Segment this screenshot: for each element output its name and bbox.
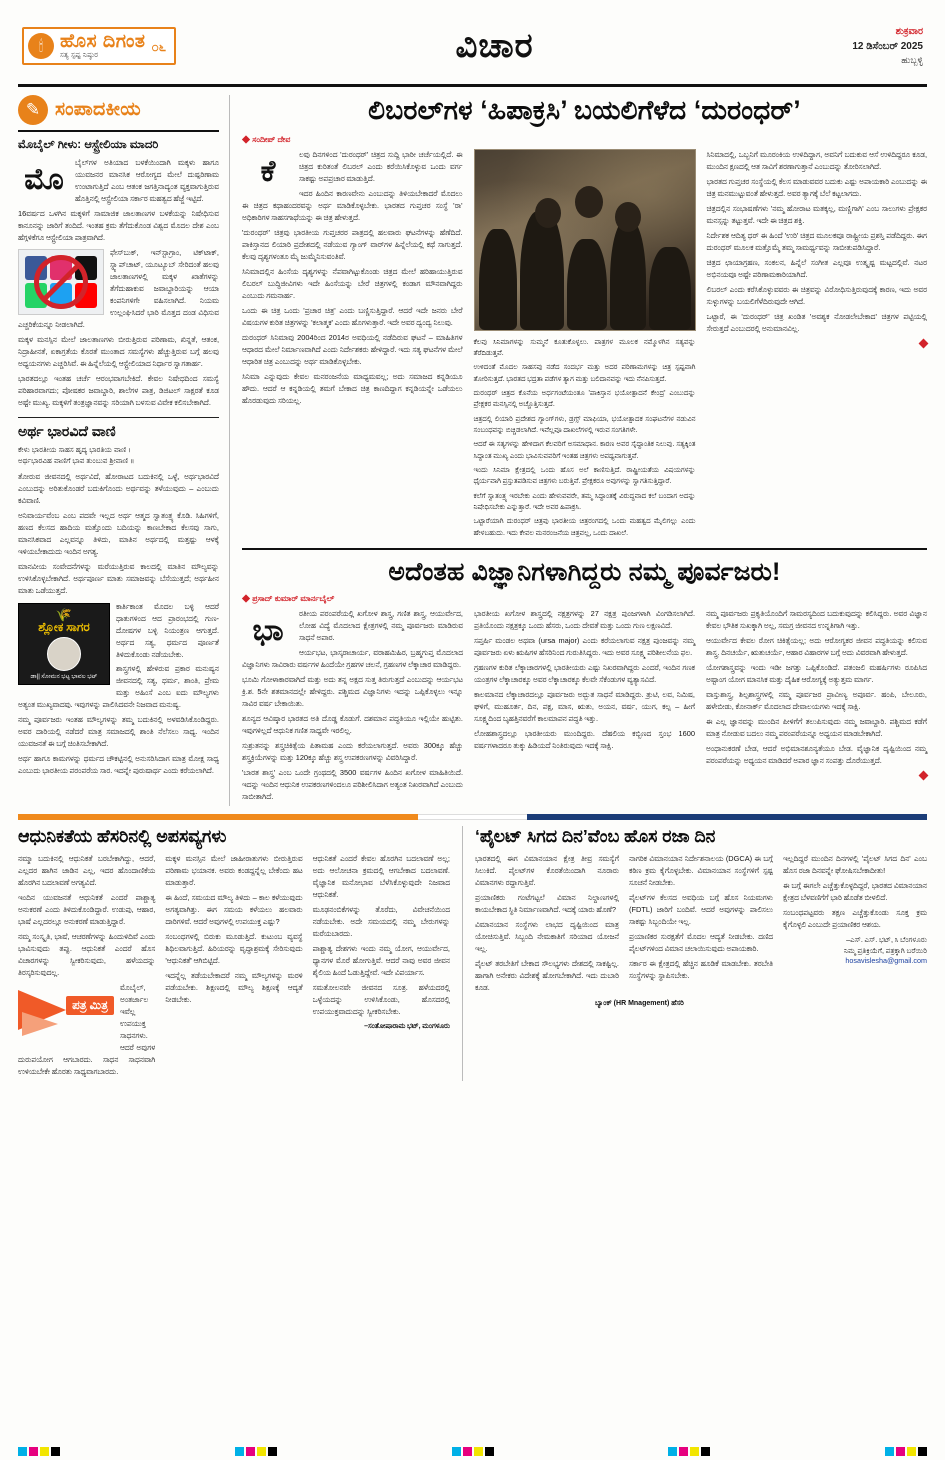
flame-icon: 🕯 — [28, 33, 54, 59]
editorial-para-0: ಬೈಲ್‌ಗಳ ಅತಿಯಾದ ಬಳಕೆಯಿಂದಾಗಿ ಮಕ್ಕಳು ಹಾಗೂ ಯುವಜನರ ಮಾನಸಿಕ ಆರೋಗ್ಯದ ಮೇಲೆ ದುಷ್ಪರಿಣಾಮ ಉಂಟಾಗುತ್ತಿದೆ ಎಂಬ ಆತಂಕ ಜಗತ್ತಿನಾದ್ಯಂತ ವ್ಯಕ್ತವಾಗುತ್ತಿರುವ ಹೊತ್ತಿನಲ್ಲಿ ಆಸ್ಟ್ರೇಲಿಯಾ ಸರ್ಕಾರ ಮಹತ್ವದ ಹೆಜ್ಜೆ ಇಟ್ಟಿದೆ. — [75, 158, 219, 203]
reg-group-left — [18, 1447, 60, 1456]
shloka-para-0: ಕಾರ್ತಿಕಾಂತ ಮೊದಲ ಬಳ್ಳಿ ಆದರೆ ಧಾತುಗಳಿಂದ ಆದ ಪ್ರಾರಂಭದಲ್ಲಿ ಗುಣ-ದೋಷಗಳ ಬಳ್ಳಿ ನಿಯಂತ್ರಣ ಆಗುತ್ತದೆ. ಅರ್ಥದ ಸತ್ಯ, ಧರ್ಮದ ಪೂರ್ಣತೆ ತಿಳಿದುಕೊಂಡು ನಡೆಯಬೇಕು. — [116, 601, 219, 659]
bl-c3-p3: ಸಮತೋಲನವೇ ಜೀವನದ ಸೂತ್ರ. ಹಳೆಯದರಲ್ಲಿ ಒಳ್ಳೆಯದನ್ನು ಉಳಿಸಿಕೊಂಡು, ಹೊಸದರಲ್ಲಿ ಉಪಯುಕ್ತವಾದುದನ್ನು ಸ್ವೀಕರಿಸಬೇಕು. — [312, 982, 450, 1016]
pen-icon: ✎ — [18, 95, 48, 125]
lead-article-title: ಲಿಬರಲ್‌ಗಳ ‘ಹಿಪಾಕ್ರಸಿ’ ಬಯಲಿಗೆಳೆದ ‘ದುರಂಧರ್’ — [368, 95, 801, 125]
social-media-ban-illustration — [18, 249, 104, 315]
br-c2-p0: ನಾಗರಿಕ ವಿಮಾನಯಾನ ನಿರ್ದೇಶನಾಲಯ (DGCA) ಈ ಬಗ್ಗೆ ಕಠಿಣ ಕ್ರಮ ಕೈಗೊಳ್ಳಬೇಕು. ವಿಮಾನಯಾನ ಸಂಸ್ಥೆಗಳಿಗೆ ಸ್ಪಷ್ಟ ಸೂಚನೆ ನೀಡಬೇಕು. — [629, 853, 773, 887]
lead-c2-p5: ಕಲೆಗೆ ಸ್ವಾತಂತ್ರ್ಯ ಇರಬೇಕು ಎಂದು ಹೇಳುವವರೇ, ತಮ್ಮ ಸಿದ್ಧಾಂತಕ್ಕೆ ವಿರುದ್ಧವಾದ ಕಲೆ ಬಂದಾಗ ಅದನ್ನು ನಿಷೇಧಿಸಬೇಕು ಎನ್ನುತ್ತಾರೆ. ಇದೇ ಅವರ ಹಿಪಾಕ್ರಸಿ. — [473, 492, 696, 512]
publication-name: ಹೊಸ ದಿಗಂತ — [60, 31, 146, 53]
lead-article-photo — [474, 149, 696, 331]
letters-signature: –ಸಂತೋಷಾರಾಮ ಭಟ್, ಮಂಗಳೂರು — [364, 1022, 450, 1030]
contact-email[interactable]: hosavislesha@gmail.com — [845, 956, 927, 966]
shloka-para-1: ಶಾಸ್ತ್ರಗಳಲ್ಲಿ ಹೇಳಿರುವ ಪ್ರಕಾರ ಮನುಷ್ಯನ ಜೀವನದಲ್ಲಿ ಸತ್ಯ, ಧರ್ಮ, ಶಾಂತಿ, ಪ್ರೇಮ ಮತ್ತು ಅಹಿಂಸೆ ಎಂಬ ಐದು ಮೌಲ್ಯಗಳು ಅತ್ಯಂತ ಮುಖ್ಯವಾದವು. ಇವುಗಳನ್ನು ಪಾಲಿಸಿದವನೇ ನಿಜವಾದ ಮನುಷ್ಯ. — [18, 664, 219, 710]
lead-c1-p2: 'ದುರಂಧರ್' ಚಿತ್ರವು ಭಾರತೀಯ ಗುಪ್ತಚರರ ಪಾತ್ರದಲ್ಲಿ ಹಲವಾರು ಘಟನೆಗಳನ್ನು ಹೆಣೆದಿದೆ. ಪಾಕಿಸ್ತಾನದ ಲಿಯಾರಿ ಪ್ರದೇಶದಲ್ಲಿ ನಡೆಯುವ ಗ್ಯಾಂಗ್ ವಾರ್‌ಗಳ ಹಿನ್ನೆಲೆಯಲ್ಲಿ ಕಥೆ ಸಾಗುತ್ತದೆ. ಕೆಲವು ದೃಶ್ಯಗಳಂತೂ ಮೈ ಜುಮ್ಮೆನಿಸುವಂತಿವೆ. — [242, 227, 463, 261]
shloka-sagara-badge — [18, 603, 110, 686]
lead-c3-p0: ಸಿನಿಮಾದಲ್ಲಿ, ಒಬ್ಬನಿಗೆ ಮೂರಂಕಿಯ ಉಳಿದಿದ್ದಾಗ, ಅವನಿಗೆ ಬದುಕುವ ಆಸೆ ಉಳಿದಿದ್ದರೂ ಕೂಡ, ಮುಂದಿನ ಕ್ಷಣದಲ್ಲಿ ಆತ ಸಾವಿಗೆ ಶರಣಾಗುತ್ತಾನೆ ಎಂಬುದನ್ನು ತೋರಿಸಲಾಗಿದೆ. — [706, 149, 927, 171]
lead-col-3 — [707, 149, 928, 542]
mid-c3-p1: ಆಯುರ್ವೇದ ಕೇವಲ ರೋಗ ಚಿಕಿತ್ಸೆಯಲ್ಲ; ಅದು ಆರೋಗ್ಯಕರ ಜೀವನ ಪದ್ಧತಿಯನ್ನು ಕಲಿಸುವ ಶಾಸ್ತ್ರ. ದಿನಚರ್ಯೆ, ಋತುಚರ್ಯೆ, ಆಹಾರ ವಿಹಾರಗಳ ಬಗ್ಗೆ ಅದು ವಿವರವಾಗಿ ಹೇಳುತ್ತದೆ. — [706, 636, 927, 657]
bottom-section — [0, 820, 945, 1081]
reg-group-mid-right — [668, 1447, 710, 1456]
mid-c2-p1: ಸಪ್ತರ್ಷಿ ಮಂಡಲ ಅಥವಾ (ursa major) ಎಂದು ಕರೆಯಲಾಗುವ ನಕ್ಷತ್ರ ಪುಂಜವನ್ನು ನಮ್ಮ ಪೂರ್ವಜರು ಏಳು ಋಷಿಗಳ ಹೆಸರಿನಿಂದ ಗುರುತಿಸಿದ್ದರು. ಇದು ಅವರ ಸೂಕ್ಷ್ಮ ಪರಿಶೀಲನೆಯ ಫಲ. — [474, 636, 695, 657]
prohibition-icon — [34, 255, 88, 309]
mid-col-1 — [242, 608, 463, 806]
lead-c3-p6: ಒಟ್ಟಾರೆ, ಈ 'ದುರಂಧರ್' ಚಿತ್ರ ಖಂಡಿತ 'ಅವಶ್ಯಕ ನೋಡಲೇಬೇಕಾದ' ಚಿತ್ರಗಳ ಪಟ್ಟಿಯಲ್ಲಿ ಸೇರುತ್ತದೆ ಎಂಬುದರಲ್ಲಿ ಅನುಮಾನವಿಲ್ಲ. — [706, 311, 927, 333]
lead-col-2 — [474, 149, 696, 542]
editorial-label: ಸಂಪಾದಕೀಯ — [55, 99, 141, 120]
mid-c1-p2: ಭೂಮಿ ಗೋಳಾಕಾರವಾಗಿದೆ ಮತ್ತು ಅದು ತನ್ನ ಅಕ್ಷದ ಸುತ್ತ ತಿರುಗುತ್ತದೆ ಎಂಬುದನ್ನು ಆರ್ಯಭಟ ಕ್ರಿ.ಶ. 5ನೇ ಶತಮಾನದಲ್ಲೇ ಹೇಳಿದ್ದರು. ಪಶ್ಚಿಮದ ವಿಜ್ಞಾನಿಗಳು ಇದನ್ನು ಒಪ್ಪಿಕೊಳ್ಳಲು ಇನ್ನೂ ಸಾವಿರ ವರ್ಷ ಬೇಕಾಯಿತು. — [242, 674, 463, 708]
color-band-divider — [18, 814, 927, 820]
author-avatar — [47, 637, 81, 671]
edition-city: ಹುಬ್ಬಳ್ಳಿ — [901, 54, 923, 65]
bl-c3-p2: ಪಾಶ್ಚಾತ್ಯ ದೇಶಗಳು ಇಂದು ನಮ್ಮ ಯೋಗ, ಆಯುರ್ವೇದ, ಧ್ಯಾನಗಳ ಮೊರೆ ಹೋಗುತ್ತಿವೆ. ಆದರೆ ನಾವು ಅವರ ಜೀವನ ಶೈಲಿಯ ಹಿಂದೆ ಓಡುತ್ತಿದ್ದೇವೆ. ಇದೇ ವಿಪರ್ಯಾಸ. — [312, 943, 450, 977]
pilot-col-1 — [475, 853, 619, 997]
editorial-body — [18, 157, 219, 409]
pilot-article — [475, 826, 927, 1081]
publication-logo[interactable] — [22, 27, 176, 64]
lead-c2-p2: ಚಿತ್ರದಲ್ಲಿ ಲಿಯಾರಿ ಪ್ರದೇಶದ ಗ್ಯಾಂಗ್‌ಗಳು, ಡ್ರಗ್ಸ್ ಮಾಫಿಯಾ, ಭಯೋತ್ಪಾದಕ ಸಂಘಟನೆಗಳ ನಡುವಿನ ಸಂಬಂಧವನ್ನು ಬಿಚ್ಚಿಡಲಾಗಿದೆ. ಇವೆಲ್ಲವೂ ದಾಖಲೆಗಳಲ್ಲಿ ಇರುವ ಸಂಗತಿಗಳೇ. — [473, 415, 696, 435]
lead-c2-p0: ಉಳಿದಂತೆ ಮೊದಲ ಸಾಹಸವು ನಡೆದ ಸಂದರ್ಭ ಮತ್ತು ಅದರ ಪರಿಣಾಮಗಳನ್ನು ಚಿತ್ರ ಸ್ಪಷ್ಟವಾಗಿ ತೋರಿಸುತ್ತದೆ. ಭಾರತದ ಭದ್ರತಾ ಪಡೆಗಳ ತ್ಯಾಗ ಮತ್ತು ಬಲಿದಾನವನ್ನು ಇದು ನೆನಪಿಸುತ್ತದೆ. — [473, 364, 696, 383]
pilot-col-2 — [629, 853, 773, 997]
bl-c2-p3: ಇದನ್ನೆಲ್ಲ ತಡೆಯಬೇಕಾದರೆ ನಮ್ಮ ಮೌಲ್ಯಗಳನ್ನು ಮರಳಿ ಪಡೆಯಬೇಕು. ಶಿಕ್ಷಣದಲ್ಲಿ ಮೌಲ್ಯ ಶಿಕ್ಷಣಕ್ಕೆ ಆದ್ಯತೆ ನೀಡಬೇಕು. — [165, 970, 303, 1004]
reg-group-right — [885, 1447, 927, 1456]
lead-col-1 — [242, 149, 463, 542]
lead-c2-p6: ಒಟ್ಟಾರೆಯಾಗಿ ದುರಂಧರ್ ಚಿತ್ರವು ಭಾರತೀಯ ಚಿತ್ರರಂಗದಲ್ಲಿ ಒಂದು ಮಹತ್ವದ ಮೈಲಿಗಲ್ಲು ಎಂದು ಹೇಳಬಹುದು. ಇದು ಕೇವಲ ಮನರಂಜನೆಯ ಚಿತ್ರವಲ್ಲ, ಒಂದು ದಾಖಲೆ. — [473, 518, 696, 537]
masthead — [0, 0, 945, 84]
contact-label: ನಿಮ್ಮ ಪ್ರತಿಕ್ರಿಯೆಗೆ, ಪತ್ರಕ್ಕಾಗಿ ಬರೆಯಿರಿ — [843, 945, 927, 955]
br-c3-p1: ಈ ಬಗ್ಗೆ ಈಗಲೇ ಎಚ್ಚೆತ್ತುಕೊಳ್ಳದಿದ್ದರೆ, ಭಾರತದ ವಿಮಾನಯಾನ ಕ್ಷೇತ್ರದ ಬೆಳವಣಿಗೆಗೆ ಭಾರಿ ಹೊಡೆತ ಬೀಳಲಿದೆ. — [783, 880, 927, 902]
mid-c2-p2: ಗ್ರಹಣಗಳ ಕುರಿತ ಲೆಕ್ಕಾಚಾರಗಳಲ್ಲಿ ಭಾರತೀಯರು ಎಷ್ಟು ನಿಖರವಾಗಿದ್ದರು ಎಂದರೆ, ಇಂದಿನ ಗಣಕ ಯಂತ್ರಗಳ ಲೆಕ್ಕಾಚಾರಕ್ಕೂ ಅವರ ಲೆಕ್ಕಾಚಾರಕ್ಕೂ ಕೆಲವೇ ಸೆಕೆಂಡುಗಳ ವ್ಯತ್ಯಾಸವಿದೆ. — [474, 662, 695, 684]
editorial-column — [18, 95, 230, 806]
mid-c3-p0: ನಮ್ಮ ಪೂರ್ವಜರು ಪ್ರಕೃತಿಯೊಂದಿಗೆ ಸಾಮರಸ್ಯದಿಂದ ಬದುಕುವುದನ್ನು ಕಲಿಸಿದ್ದರು. ಅವರ ವಿಜ್ಞಾನ ಕೇವಲ ಭೌತಿಕ ಸುಖಕ್ಕಾಗಿ ಅಲ್ಲ, ಸಮಗ್ರ ಜೀವನದ ಉನ್ನತಿಗಾಗಿ ಇತ್ತು. — [706, 609, 927, 631]
br-c1-p2: ವಿಮಾನಯಾನ ಸಂಸ್ಥೆಗಳು ಲಾಭದ ದೃಷ್ಟಿಯಿಂದ ಮಾತ್ರ ಯೋಚಿಸುತ್ತಿವೆ. ಸಿಬ್ಬಂದಿ ನೇಮಕಾತಿಗೆ ಸರಿಯಾದ ಯೋಜನೆ ಇಲ್ಲ. — [475, 919, 619, 953]
vani-para-2: ಮಾನವೀಯ ಸಂವೇದನೆಗಳನ್ನು ಮರೆಯುತ್ತಿರುವ ಕಾಲದಲ್ಲಿ ಮಾತಿನ ಮೌಲ್ಯವನ್ನು ಉಳಿಸಿಕೊಳ್ಳಬೇಕಾಗಿದೆ. ಅರ್ಥಪೂರ್ಣ ಮಾತು ಸಮಾಜವನ್ನು ಬೆಸೆಯುತ್ತದೆ; ಅರ್ಥಹೀನ ಮಾತು ಒಡೆಯುತ್ತದೆ. — [18, 561, 219, 595]
shloka-para-2: ನಮ್ಮ ಪೂರ್ವಜರು ಇಂತಹ ಮೌಲ್ಯಗಳನ್ನು ತಮ್ಮ ಬದುಕಿನಲ್ಲಿ ಅಳವಡಿಸಿಕೊಂಡಿದ್ದರು. ಅವರ ದಾರಿಯಲ್ಲಿ ನಡೆದರೆ ಮಾತ್ರ ಸಮಾಜದಲ್ಲಿ ಶಾಂತಿ ನೆಲೆಸಲು ಸಾಧ್ಯ. ಇಂದಿನ ಯುವಜನತೆ ಈ ಬಗ್ಗೆ ಚಿಂತಿಸಬೇಕಾಗಿದೆ. — [18, 715, 219, 749]
editorial-header — [18, 95, 219, 132]
lead-bottom-divider — [242, 548, 927, 550]
features-column — [230, 95, 927, 806]
lead-article-columns — [242, 149, 927, 542]
mid-c1-p0: ರತೀಯ ಪರಂಪರೆಯಲ್ಲಿ ಖಗೋಳ ಶಾಸ್ತ್ರ, ಗಣಿತ ಶಾಸ್ತ್ರ, ಆಯುರ್ವೇದ, ಲೋಹ ವಿದ್ಯೆ ಮೊದಲಾದ ಕ್ಷೇತ್ರಗಳಲ್ಲಿ ನಮ್ಮ ಪೂರ್ವಜರು ಮಾಡಿರುವ ಸಾಧನೆ ಅಪಾರ. — [299, 609, 463, 643]
letters-article — [18, 826, 463, 1081]
lead-byline-name: ಸಂದೀಪ್ ದೇವ — [252, 134, 291, 144]
mid-byline-name: ಪ್ರಸಾದ್ ಕುಮಾರ್ ಮಾರ್ನಬೈಲ್ — [252, 594, 335, 604]
lead-c3-p2: ಚಿತ್ರದಲ್ಲಿನ ಸಂಭಾಷಣೆಗಳು 'ನಮ್ಮ ಹೋರಾಟ ಮತಕ್ಕಲ್ಲ, ಮಣ್ಣಿಗಾಗಿ' ಎಂಬ ಸಾಲುಗಳು ಪ್ರೇಕ್ಷಕರ ಮನಸ್ಸನ್ನು ತಟ್ಟುತ್ತವೆ. ಇದೇ ಈ ಚಿತ್ರದ ಶಕ್ತಿ. — [706, 203, 927, 225]
br-c2-p3: ಸರ್ಕಾರ ಈ ಕ್ಷೇತ್ರದಲ್ಲಿ ಹೆಚ್ಚಿನ ಹೂಡಿಕೆ ಮಾಡಬೇಕು. ತರಬೇತಿ ಸಂಸ್ಥೆಗಳನ್ನು ಸ್ಥಾಪಿಸಬೇಕು. — [629, 958, 773, 980]
br-c1-p1: ಪ್ರಯಾಣಿಕರು ಗಂಟೆಗಟ್ಟಲೆ ವಿಮಾನ ನಿಲ್ದಾಣಗಳಲ್ಲಿ ಕಾಯಬೇಕಾದ ಸ್ಥಿತಿ ನಿರ್ಮಾಣವಾಗಿದೆ. ಇದಕ್ಕೆ ಯಾರು ಹೊಣೆ? — [475, 892, 619, 914]
lead-c1-p5: ದುರಂಧರ್ ಸಿನಿಮಾವು 2004ರಿಂದ 2014ರ ಅವಧಿಯಲ್ಲಿ ನಡೆದಿರುವ ಘಟನೆ – ಮಾಹಿತಿಗಳ ಆಧಾರದ ಮೇಲೆ ನಿರ್ಮಾಣವಾಗಿದೆ ಎಂದು ನಿರ್ದೇಶಕರು ಹೇಳಿದ್ದಾರೆ. ಇದು ಸತ್ಯ ಘಟನೆಗಳ ಮೇಲೆ ಆಧಾರಿತ ಚಿತ್ರ ಎಂಬುದನ್ನು ಅರ್ಥ ಮಾಡಿಕೊಳ್ಳಬೇಕು. — [242, 332, 463, 366]
main-content-grid — [0, 95, 945, 806]
vani-poem — [18, 444, 219, 467]
bl-c1-p0: ನಮ್ಮಾ ಬದುಕಿನಲ್ಲಿ ಆಧುನಿಕತೆ ಬರಬೇಕಾಗಿದ್ದು, ಆದರೆ, ಎಲ್ಲದರ ಹಾಗಿನ ಜಾಡಿನ ಎಲ್ಲ, ಇದರ ಹೊಂದಾಣಿಕೆಯ ಹೊರಗಿನ ಬದಲಾವಣೆ ಅಗತ್ಯವಿದೆ. — [18, 853, 156, 887]
mid-article-columns — [242, 608, 927, 806]
lead-photo-caption: ಕೆಲವು ಸಿನಿಮಾಗಳನ್ನು ಸುಮ್ಮನೆ ಕೂತುಕೊಳ್ಳಲು. ಪಾತ್ರಗಳ ಮೂಲಕ ನಮ್ಮೊಳಗಿನ ಸತ್ಯವನ್ನು ತೆರೆದಿಡುತ್ತವೆ. — [473, 338, 696, 358]
letters-title: ಆಧುನಿಕತೆಯ ಹೆಸರಿನಲ್ಲಿ ಅಪಸವ್ಯಗಳು — [18, 825, 227, 846]
editorial-divider — [18, 417, 219, 418]
lead-c3-p5: ಲಿಬರಲ್ ಎಂದು ಕರೆಸಿಕೊಳ್ಳುವವರು ಈ ಚಿತ್ರವನ್ನು ವಿರೋಧಿಸುತ್ತಿರುವುದಕ್ಕೆ ಕಾರಣ, ಇದು ಅವರ ಸುಳ್ಳುಗಳನ್ನು ಬಯಲಿಗೆಳೆದಿರುವುದೇ ಆಗಿದೆ. — [706, 284, 927, 306]
editorial-para-1: 16ವರ್ಷದ ಒಳಗಿನ ಮಕ್ಕಳಿಗೆ ಸಾಮಾಜಿಕ ಜಾಲತಾಣಗಳ ಬಳಕೆಯನ್ನು ನಿಷೇಧಿಸುವ ಕಾನೂನನ್ನು ಜಾರಿಗೆ ತಂದಿದೆ. ಇಂತಹ ಕ್ರಮ ತೆಗೆದುಕೊಂಡ ವಿಶ್ವದ ಮೊದಲ ದೇಶ ಎಂಬ ಹೆಗ್ಗಳಿಕೆಗೂ ಆಸ್ಟ್ರೇಲಿಯಾ ಪಾತ್ರವಾಗಿದೆ. — [18, 208, 219, 242]
lead-c3-p3: ನಿರ್ದೇಶಕ ಆದಿತ್ಯ ಧರ್ ಈ ಹಿಂದೆ 'ಉರಿ' ಚಿತ್ರದ ಮೂಲಕವೂ ರಾಷ್ಟ್ರೀಯ ಪ್ರಶಸ್ತಿ ಪಡೆದಿದ್ದರು. ಈಗ ದುರಂಧರ್ ಮೂಲಕ ಮತ್ತೊಮ್ಮೆ ತಮ್ಮ ಸಾಮರ್ಥ್ಯವನ್ನು ಸಾಬೀತುಪಡಿಸಿದ್ದಾರೆ. — [706, 230, 927, 252]
bl-c1-p2: ನಮ್ಮ ಸಂಸ್ಕೃತಿ, ಭಾಷೆ, ಆಚರಣೆಗಳನ್ನು ಹಿಂದುಳಿದಿವೆ ಎಂದು ಭಾವಿಸುವುದು ತಪ್ಪು. ಆಧುನಿಕತೆ ಎಂದರೆ ಹೊಸ ವಿಚಾರಗಳನ್ನು ಸ್ವೀಕರಿಸುವುದು, ಹಳೆಯದನ್ನು ತಿರಸ್ಕರಿಸುವುದಲ್ಲ. — [18, 931, 156, 977]
letters-col-2 — [165, 853, 302, 1081]
vani-poem-line-1: ಅರ್ಥಭಾರವಿಹ ವಾಣಿಗೆ ಭಾವ ತುಂಬುವ ಶ್ರೀವಾಣಿ ॥ — [18, 456, 135, 466]
print-registration-marks — [18, 1447, 927, 1456]
pilot-col-3 — [783, 853, 927, 997]
lead-byline — [242, 135, 927, 145]
mid-c2-p3: ಕಾಲಮಾನದ ಲೆಕ್ಕಾಚಾರದಲ್ಲೂ ಪೂರ್ವಜರು ಅದ್ಭುತ ಸಾಧನೆ ಮಾಡಿದ್ದರು. ತ್ರುಟಿ, ಲವ, ನಿಮಿಷ, ಘಳಿಗೆ, ಮುಹೂರ್ತ, ದಿನ, ಪಕ್ಷ, ಮಾಸ, ಋತು, ಅಯನ, ವರ್ಷ, ಯುಗ, ಕಲ್ಪ – ಹೀಗೆ ಸೂಕ್ಷ್ಮದಿಂದ ಬೃಹತ್ತಿನವರೆಗೆ ಕಾಲಮಾಪನ ಪದ್ಧತಿ ಇತ್ತು. — [474, 689, 695, 723]
lead-c3-p1: ಭಾರತದ ಗುಪ್ತಚರ ಸಂಸ್ಥೆಯಲ್ಲಿ ಕೆಲಸ ಮಾಡುವವರ ಬದುಕು ಎಷ್ಟು ಅಪಾಯಕಾರಿ ಎಂಬುದನ್ನು ಈ ಚಿತ್ರ ಮನಮುಟ್ಟುವಂತೆ ಹೇಳುತ್ತದೆ. ಅವರ ತ್ಯಾಗಕ್ಕೆ ಬೆಲೆ ಕಟ್ಟಲಾಗದು. — [706, 176, 927, 198]
lead-end-mark — [707, 338, 928, 350]
patra-mitra-badge — [18, 984, 114, 1050]
shloka-para-3: ಅರ್ಥ ಹಾಗೂ ಕಾಮಗಳನ್ನು ಧರ್ಮದ ಚೌಕಟ್ಟಿನಲ್ಲಿ ಅನುಸರಿಸಿದಾಗ ಮಾತ್ರ ಮೋಕ್ಷ ಸಾಧ್ಯ ಎಂಬುದು ಭಾರತೀಯ ಪರಂಪರೆಯ ಸಾರ. ಇದನ್ನೇ ಪುರುಷಾರ್ಥ ಎಂದು ಕರೆಯಲಾಗಿದೆ. — [18, 754, 219, 776]
lead-c1-p6: ಸಿನಿಮಾ ಎನ್ನುವುದು ಕೇವಲ ಮನರಂಜನೆಯ ಮಾಧ್ಯಮವಲ್ಲ; ಅದು ಸಮಾಜದ ಕನ್ನಡಿಯೂ ಹೌದು. ಆದರೆ ಆ ಕನ್ನಡಿಯಲ್ಲಿ ತಮಗೆ ಬೇಕಾದ ಚಿತ್ರ ಕಾಣದಿದ್ದಾಗ ಕನ್ನಡಿಯನ್ನೇ ಒಡೆಯಲು ಹೊರಡುವುದು ಸರಿಯಲ್ಲ. — [242, 371, 463, 405]
mid-c1-p3: ಶೂನ್ಯದ ಆವಿಷ್ಕಾರ ಭಾರತದ ಅತಿ ದೊಡ್ಡ ಕೊಡುಗೆ. ದಶಮಾನ ಪದ್ಧತಿಯೂ ಇಲ್ಲಿಯೇ ಹುಟ್ಟಿತು. ಇವುಗಳಿಲ್ಲದೆ ಆಧುನಿಕ ಗಣಿತ ಸಾಧ್ಯವೇ ಇರಲಿಲ್ಲ. — [242, 713, 463, 735]
mid-col-2 — [474, 608, 695, 806]
shloka-badge-title: ಶ್ಲೋಕ ಸಾಗರ — [38, 619, 90, 634]
mid-c1-p4: ಸುಶ್ರುತನನ್ನು ಶಸ್ತ್ರಚಿಕಿತ್ಸೆಯ ಪಿತಾಮಹ ಎಂದು ಕರೆಯಲಾಗುತ್ತದೆ. ಅವರು 300ಕ್ಕೂ ಹೆಚ್ಚು ಶಸ್ತ್ರಕ್ರಿಯೆಗಳನ್ನು ಮತ್ತು 120ಕ್ಕೂ ಹೆಚ್ಚು ಶಸ್ತ್ರ ಉಪಕರಣಗಳನ್ನು ವಿವರಿಸಿದ್ದಾರೆ. — [242, 740, 463, 762]
br-c1-p3: ಪೈಲಟ್ ತರಬೇತಿಗೆ ಬೇಕಾದ ಸೌಲಭ್ಯಗಳು ದೇಶದಲ್ಲಿ ಸಾಕಷ್ಟಿಲ್ಲ. ಹಾಗಾಗಿ ಅನೇಕರು ವಿದೇಶಕ್ಕೆ ಹೋಗಬೇಕಾಗಿದೆ. ಇದು ದುಬಾರಿ ಕೂಡ. — [475, 958, 619, 992]
letters-col-3 — [313, 853, 450, 1081]
mid-article-title: ಅದೆಂತಹ ವಿಜ್ಞಾನಿಗಳಾಗಿದ್ದರು ನಮ್ಮ ಪೂರ್ವಜರು! — [388, 558, 781, 587]
vani-body — [18, 471, 219, 597]
vani-column-title: ಅರ್ಥ ಭಾರವಿದೆ ವಾಣಿ — [18, 422, 116, 439]
lead-dropcap: ಕೆ — [260, 154, 276, 188]
diamond-icon-2: ◆ — [242, 594, 250, 604]
pilot-signature: –ಎಸ್. ಎಸ್. ಭಟ್, ಸಿ ಬೆಂಗಳೂರು — [846, 934, 927, 944]
editorial-subhead: ಮೊಬೈಲ್ ಗೀಳು: ಆಸ್ಟ್ರೇಲಿಯಾ ಮಾದರಿ — [18, 139, 159, 151]
br-c3-p0: ಇಲ್ಲದಿದ್ದರೆ ಮುಂದಿನ ದಿನಗಳಲ್ಲಿ 'ಪೈಲಟ್ ಸಿಗದ ದಿನ' ಎಂಬ ಹೊಸ ರಜಾ ದಿನವನ್ನೇ ಘೋಷಿಸಬೇಕಾದೀತು! — [783, 853, 927, 875]
editorial-para-2: ಫೇಸ್‌ಬುಕ್, ಇನ್‌ಸ್ಟಾಗ್ರಾಂ, ಟಿಕ್‌ಟಾಕ್, ಸ್ನ್ಯಾಪ್‌ಚಾಟ್, ಯೂಟ್ಯೂಬ್ ಸೇರಿದಂತೆ ಹಲವು ಜಾಲತಾಣಗಳಲ್ಲಿ ಮಕ್ಕಳ ಖಾತೆಗಳನ್ನು ತೆಗೆದುಹಾಕುವ ಜವಾಬ್ದಾರಿಯನ್ನು ಆಯಾ ಕಂಪನಿಗಳಿಗೇ ವಹಿಸಲಾಗಿದೆ. ನಿಯಮ ಉಲ್ಲಂಘಿಸಿದರೆ ಭಾರಿ ಮೊತ್ತದ ದಂಡ ವಿಧಿಸುವ ಎಚ್ಚರಿಕೆಯನ್ನೂ ನೀಡಲಾಗಿದೆ. — [18, 247, 219, 329]
bl-c1-p3: ಮೊಬೈಲ್, ಅಂತರ್ಜಾಲ ಇವೆಲ್ಲ ಉಪಯುಕ್ತ ಸಾಧನಗಳು. ಆದರೆ ಅವುಗಳ ದುರುಪಯೋಗ ಆಗಬಾರದು. ಸಾಧನ ಸಾಧನವಾಗಿ ಉಳಿಯಬೇಕೇ ಹೊರತು ಸಾಧ್ಯವಾಗಬಾರದು. — [18, 982, 156, 1076]
editorial-para-3: ಮಕ್ಕಳ ಮನಸ್ಸಿನ ಮೇಲೆ ಜಾಲತಾಣಗಳು ಬೀರುತ್ತಿರುವ ಪರಿಣಾಮ, ಖಿನ್ನತೆ, ಆತಂಕ, ನಿದ್ರಾಹೀನತೆ, ಏಕಾಗ್ರತೆಯ ಕೊರತೆ ಮುಂತಾದ ಸಮಸ್ಯೆಗಳು ಹೆಚ್ಚುತ್ತಿರುವ ಬಗ್ಗೆ ಹಲವು ಅಧ್ಯಯನಗಳು ಎಚ್ಚರಿಸಿವೆ. ಈ ಹಿನ್ನೆಲೆಯಲ್ಲಿ ಆಸ್ಟ್ರೇಲಿಯಾದ ನಿರ್ಧಾರ ಸ್ವಾಗತಾರ್ಹ. — [18, 334, 219, 368]
page-credit: ಬ್ಯಾಂಕ್ (HR Mnagement) ಹೆಸರಿ — [595, 999, 684, 1007]
mid-c3-p4: ಈ ಎಲ್ಲ ಜ್ಞಾನವನ್ನು ಮುಂದಿನ ಪೀಳಿಗೆಗೆ ತಲುಪಿಸುವುದು ನಮ್ಮ ಜವಾಬ್ದಾರಿ. ಪಶ್ಚಿಮದ ಕಡೆಗೆ ಮಾತ್ರ ನೋಡುವ ಬದಲು ನಮ್ಮ ಪರಂಪರೆಯನ್ನೂ ಅಧ್ಯಯನ ಮಾಡಬೇಕಾಗಿದೆ. — [706, 716, 927, 738]
vani-para-1: ಅನಿವಾರ್ಯವೆಂಬ ಎಂಬ ಪದವೇ ಇಲ್ಲದ ಅರ್ಥ ಆತ್ಮದ ಸ್ವಾತಂತ್ರ್ಯ ಕೊಡಿ. ಸಿಹಿಗಳಿಗೆ, ಹಣದ ಕೆಲಸದ ಹಾದಿಯ ಮತ್ತೊಂದು ಬದಿಯನ್ನು ಕಾಣಬೇಕಾದ ಕೆಲಸವು ಸಾಗು, ಮಾನಸಿಕವಾದ ಎಲ್ಲವನ್ನೂ ತಿಳಿದು, ಮಾತಿನ ಅರ್ಥದಲ್ಲಿ ಮತ್ತಷ್ಟು ಆಳಕ್ಕೆ ಇಳಿಯಬೇಕಾದುದು ಇಂದಿನ ಅಗತ್ಯ. — [18, 510, 219, 556]
weekday: ಶುಕ್ರವಾರ — [895, 25, 923, 37]
section-title: ವಿಚಾರ — [455, 26, 534, 65]
mid-dropcap: ಭಾ — [252, 614, 284, 648]
mid-c3-p2: ಯೋಗಶಾಸ್ತ್ರವನ್ನು ಇಂದು ಇಡೀ ಜಗತ್ತು ಒಪ್ಪಿಕೊಂಡಿದೆ. ಪತಂಜಲಿ ಮಹರ್ಷಿಗಳು ರೂಪಿಸಿದ ಅಷ್ಟಾಂಗ ಯೋಗ ಮಾನಸಿಕ ಮತ್ತು ದೈಹಿಕ ಆರೋಗ್ಯಕ್ಕೆ ಅತ್ಯುತ್ತಮ ಮಾರ್ಗ. — [706, 662, 927, 684]
mid-end-mark — [706, 770, 927, 782]
lead-c1-p4: ಒಂದು ಈ ಚಿತ್ರ ಒಂದು 'ಪ್ರಚಾರ ಚಿತ್ರ' ಎಂದು ಬಣ್ಣಿಸುತ್ತಿದ್ದಾರೆ. ಆದರೆ ಇದೇ ಜನರು ಬೇರೆ ವಿಷಯಗಳ ಕುರಿತ ಚಿತ್ರಗಳನ್ನು 'ಕಲಾತ್ಮಕ' ಎಂದು ಹೊಗಳುತ್ತಾರೆ. ಇದೇ ಅವರ ದ್ವಂದ್ವ ನಿಲುವು. — [242, 305, 463, 327]
mid-byline — [242, 594, 927, 604]
editorial-dropcap: ಮೊ — [24, 163, 64, 196]
editorial-para-4: ಭಾರತದಲ್ಲೂ ಇಂತಹ ಚರ್ಚೆ ಆರಂಭವಾಗಬೇಕಿದೆ. ಕೇವಲ ನಿಷೇಧದಿಂದ ಸಮಸ್ಯೆ ಪರಿಹಾರವಾಗದು; ಪೋಷಕರ ಜವಾಬ್ದಾರಿ, ಶಾಲೆಗಳ ಪಾತ್ರ, ಡಿಜಿಟಲ್ ಸಾಕ್ಷರತೆ ಕೂಡ ಅಷ್ಟೇ ಮುಖ್ಯ. ಮಕ್ಕಳಿಗೆ ತಂತ್ರಜ್ಞಾನವನ್ನು ಸರಿಯಾಗಿ ಬಳಸುವ ವಿವೇಕ ಕಲಿಸಬೇಕಾಗಿದೆ. — [18, 373, 219, 407]
lead-c3-p4: ಚಿತ್ರದ ಛಾಯಾಗ್ರಹಣ, ಸಂಕಲನ, ಹಿನ್ನೆಲೆ ಸಂಗೀತ ಎಲ್ಲವೂ ಉತ್ಕೃಷ್ಟ ಮಟ್ಟದಲ್ಲಿವೆ. ನಟರ ಅಭಿನಯವೂ ಅಷ್ಟೇ ಪರಿಣಾಮಕಾರಿಯಾಗಿದೆ. — [706, 257, 927, 279]
br-c2-p2: ಪ್ರಯಾಣಿಕರ ಸುರಕ್ಷತೆಗೆ ಮೊದಲ ಆದ್ಯತೆ ನೀಡಬೇಕು. ದಣಿದ ಪೈಲಟ್‌ಗಳಿಂದ ವಿಮಾನ ಚಲಾಯಿಸುವುದು ಅಪಾಯಕಾರಿ. — [629, 931, 773, 953]
bl-c2-p2: ಸಂಬಂಧಗಳಲ್ಲಿ ಬಿರುಕು ಮೂಡುತ್ತಿದೆ. ಕುಟುಂಬ ವ್ಯವಸ್ಥೆ ಶಿಥಿಲವಾಗುತ್ತಿದೆ. ಹಿರಿಯರನ್ನು ವೃದ್ಧಾಶ್ರಮಕ್ಕೆ ಸೇರಿಸುವುದು 'ಆಧುನಿಕತೆ' ಆಗಿಬಿಟ್ಟಿದೆ. — [165, 931, 303, 965]
reg-group-mid — [452, 1447, 494, 1456]
shloka-author: ಡಾ|| ಸೋಮನ ಭಟ್ಟ ಭಾವಲ ಭಟ್ — [30, 673, 98, 681]
br-c3-p2: ಸಂಬಂಧಪಟ್ಟವರು ತಕ್ಷಣ ಎಚ್ಚೆತ್ತುಕೊಂಡು ಸೂಕ್ತ ಕ್ರಮ ಕೈಗೊಳ್ಳಲಿ ಎಂಬುದೇ ಪ್ರಯಾಣಿಕರ ಆಶಯ. — [783, 907, 927, 929]
mid-c2-p0: ಭಾರತೀಯ ಖಗೋಳ ಶಾಸ್ತ್ರದಲ್ಲಿ ನಕ್ಷತ್ರಗಳನ್ನು 27 ನಕ್ಷತ್ರ ಪುಂಜಗಳಾಗಿ ವಿಂಗಡಿಸಲಾಗಿದೆ. ಪ್ರತಿಯೊಂದು ನಕ್ಷತ್ರಕ್ಕೂ ಒಂದು ಹೆಸರು, ಒಂದು ದೇವತೆ ಮತ್ತು ಒಂದು ಗುಣ ಲಕ್ಷಣವಿದೆ. — [474, 609, 695, 631]
bl-c3-p1: ಮೂಢನಂಬಿಕೆಗಳನ್ನು ತೊರೆದು, ವಿವೇಚನೆಯಿಂದ ನಡೆಯಬೇಕು. ಅದೇ ಸಮಯದಲ್ಲಿ ನಮ್ಮ ಬೇರುಗಳನ್ನು ಮರೆಯಬಾರದು. — [312, 904, 450, 938]
lead-c1-p3: ಸಿನಿಮಾದಲ್ಲಿನ ಹಿಂಸೆಯ ದೃಶ್ಯಗಳನ್ನು ನೆಪವಾಗಿಟ್ಟುಕೊಂಡು ಚಿತ್ರದ ಮೇಲೆ ಹರಿಹಾಯುತ್ತಿರುವ ಲಿಬರಲ್ ಬುದ್ಧಿಜೀವಿಗಳು ಇದೇ ಹಿಂಸೆಯನ್ನು ಬೇರೆ ಚಿತ್ರಗಳಲ್ಲಿ ಕಂಡಾಗ ಮೌನವಾಗಿದ್ದರು ಎಂಬುದು ಗಮನಾರ್ಹ. — [242, 266, 463, 300]
br-c2-p1: ಪೈಲಟ್‌ಗಳ ಕೆಲಸದ ಅವಧಿಯ ಬಗ್ಗೆ ಹೊಸ ನಿಯಮಗಳು (FDTL) ಜಾರಿಗೆ ಬಂದಿವೆ. ಆದರೆ ಅವುಗಳನ್ನು ಪಾಲಿಸಲು ಸಾಕಷ್ಟು ಸಿಬ್ಬಂದಿಯೇ ಇಲ್ಲ. — [629, 892, 773, 926]
vani-poem-line-0: ಕೇಳು ಭಾರತೀಯ ಸಾಹಸ ಹೃದ್ಯ ಭಾರತಿಯ ವಾಣಿ । — [18, 444, 131, 454]
lead-c2-p3: ಆದರೆ ಈ ಸತ್ಯಗಳನ್ನು ಹೇಳಿದಾಗ ಕೆಲವರಿಗೆ ಅಸಮಾಧಾನ. ಕಾರಣ ಅವರ ಸೈದ್ಧಾಂತಿಕ ನಿಲುವು. ಸತ್ಯಕ್ಕಿಂತ ಸಿದ್ಧಾಂತ ಮುಖ್ಯ ಎಂದು ಭಾವಿಸುವವರಿಗೆ ಇಂತಹ ಚಿತ್ರಗಳು ಅಪಥ್ಯವಾಗುತ್ತವೆ. — [473, 441, 696, 460]
shloka-body — [18, 601, 219, 778]
mid-c2-p4: ಲೋಹಶಾಸ್ತ್ರದಲ್ಲೂ ಭಾರತೀಯರು ಮುಂದಿದ್ದರು. ದೆಹಲಿಯ ಕಬ್ಬಿಣದ ಸ್ತಂಭ 1600 ವರ್ಷಗಳಾದರೂ ತುಕ್ಕು ಹಿಡಿಯದೆ ನಿಂತಿರುವುದು ಇದಕ್ಕೆ ಸಾಕ್ಷಿ. — [474, 728, 695, 750]
mid-c3-p3: ವಾಸ್ತುಶಾಸ್ತ್ರ, ಶಿಲ್ಪಶಾಸ್ತ್ರಗಳಲ್ಲಿ ನಮ್ಮ ಪೂರ್ವಜರ ಪ್ರಾವೀಣ್ಯ ಅಪೂರ್ವ. ಹಂಪಿ, ಬೇಲೂರು, ಹಳೇಬೀಡು, ಕೋನಾರ್ಕ್ ಮೊದಲಾದ ದೇವಾಲಯಗಳು ಇದಕ್ಕೆ ಸಾಕ್ಷಿ. — [706, 689, 927, 711]
mid-col-3 — [706, 608, 927, 806]
masthead-date-block — [813, 25, 923, 68]
br-c1-p0: ಭಾರತದಲ್ಲಿ ಈಗ ವಿಮಾನಯಾನ ಕ್ಷೇತ್ರ ತೀವ್ರ ಸಮಸ್ಯೆಗೆ ಸಿಲುಕಿದೆ. ಪೈಲಟ್‌ಗಳ ಕೊರತೆಯಿಂದಾಗಿ ನೂರಾರು ವಿಮಾನಗಳು ರದ್ದಾಗುತ್ತಿವೆ. — [475, 853, 619, 887]
lead-c2-p4: ಇಂದು ಸಿನಿಮಾ ಕ್ಷೇತ್ರದಲ್ಲಿ ಒಂದು ಹೊಸ ಅಲೆ ಕಾಣಿಸುತ್ತಿದೆ. ರಾಷ್ಟ್ರೀಯತೆಯ ವಿಷಯಗಳನ್ನು ಧೈರ್ಯವಾಗಿ ಪ್ರಸ್ತುತಪಡಿಸುವ ಚಿತ್ರಗಳು ಬರುತ್ತಿವೆ. ಪ್ರೇಕ್ಷಕರೂ ಅವುಗಳನ್ನು ಸ್ವಾಗತಿಸುತ್ತಿದ್ದಾರೆ. — [473, 467, 696, 486]
diamond-icon: ◆ — [242, 134, 250, 144]
mid-c1-p5: 'ಬಾರತ ಶಾಸ್ತ್ರ' ಎಂಬ ಒಂದೇ ಗ್ರಂಥದಲ್ಲಿ 3500 ವರ್ಷಗಳ ಹಿಂದಿನ ಖಗೋಳ ಮಾಹಿತಿಯಿದೆ. ಇದನ್ನು ಇಂದಿನ ಆಧುನಿಕ ಉಪಕರಣಗಳಿಂದಲೂ ಪರಿಶೀಲಿಸಿದಾಗ ಅತ್ಯಂತ ನಿಖರವಾಗಿದೆ ಎಂಬುದು ಸಾಬೀತಾಗಿದೆ. — [242, 767, 463, 801]
mid-c3-p5: ಅಂಧಾನುಕರಣೆ ಬೇಡ, ಆದರೆ ಅಭಿಮಾನಶೂನ್ಯತೆಯೂ ಬೇಡ. ವೈಜ್ಞಾನಿಕ ದೃಷ್ಟಿಯಿಂದ ನಮ್ಮ ಪರಂಪರೆಯನ್ನು ಅಧ್ಯಯನ ಮಾಡಿದರೆ ಅಪಾರ ಜ್ಞಾನ ಸಂಪತ್ತು ದೊರೆಯುತ್ತದೆ. — [706, 743, 927, 765]
bl-c2-p0: ಮಕ್ಕಳ ಮನಸ್ಸಿನ ಮೇಲೆ ಜಾಹೀರಾತುಗಳು ಬೀರುತ್ತಿರುವ ಪರಿಣಾಮ ಭಯಾನಕ. ಅವರು ಕಂಡದ್ದನ್ನೆಲ್ಲ ಬೇಕೆಂದು ಹಟ ಮಾಡುತ್ತಾರೆ. — [165, 853, 303, 887]
bl-c1-p1: ಇಂದಿನ ಯುವಜನತೆ ಆಧುನಿಕತೆ ಎಂದರೆ ಪಾಶ್ಚಾತ್ಯ ಅನುಕರಣೆ ಎಂದು ತಿಳಿದುಕೊಂಡಿದ್ದಾರೆ. ಉಡುಪು, ಆಹಾರ, ಭಾಷೆ ಎಲ್ಲದರಲ್ಲೂ ಅನುಕರಣೆ ಮಾಡುತ್ತಿದ್ದಾರೆ. — [18, 892, 156, 926]
patra-mitra-label: ಪತ್ರ ಮಿತ್ರ — [66, 996, 114, 1015]
lead-c1-p0: ಲವು ದಿನಗಳಿಂದ 'ದುರಂಧರ್' ಚಿತ್ರದ ಸುದ್ದಿ ಭಾರೀ ಚರ್ಚೆಯಲ್ಲಿದೆ. ಈ ಚಿತ್ರದ ಕುರಿತಂತೆ ಲಿಬರಲ್ ಎಂದು ಕರೆಯಿಸಿಕೊಳ್ಳುವ ಒಂದು ವರ್ಗ ಸಾಕಷ್ಟು ಅಪಪ್ರಚಾರ ಮಾಡುತ್ತಿದೆ. — [299, 149, 463, 183]
publication-tagline: ಸತ್ಯ ಸ್ಪಷ್ಟ ನಿಷ್ಠುರ — [60, 52, 99, 60]
vani-para-0: ತೋರುವ ಜೀವನದಲ್ಲಿ ಅರ್ಥವಿದೆ, ಹೋರಾಟದ ಬದುಕಿನಲ್ಲಿ ಒಳ್ಳೆ, ಅರ್ಥಭಾರವಿದೆ ಎಂಬುದನ್ನು ಅರಿತುಕೊಂಡರೆ ಬದುಕಿಗೊಂದು ಅರ್ಥವನ್ನು ತಳೆಯುವುದು – ಎಂಬುದು ಕವಿವಾಣಿ. — [18, 471, 219, 505]
bl-c2-p1: ಈ ಹಿಂದೆ, ಸಮಯದ ಮೌಲ್ಯ ತಿಳಿದು – ಕಾಲ ಕಳೆಯುವುದು ಅಗತ್ಯವಾಗಿತ್ತು. ಈಗ ಸಮಯ ಕಳೆಯಲು ಹಲವಾರು ದಾರಿಗಳಿವೆ. ಆದರೆ ಅವುಗಳಲ್ಲಿ ಉಪಯುಕ್ತ ಎಷ್ಟು? — [165, 892, 303, 926]
mid-c1-p1: ಆರ್ಯಭಟ, ಭಾಸ್ಕರಾಚಾರ್ಯ, ವರಾಹಮಿಹಿರ, ಬ್ರಹ್ಮಗುಪ್ತ ಮೊದಲಾದ ವಿಜ್ಞಾನಿಗಳು ಸಾವಿರಾರು ವರ್ಷಗಳ ಹಿಂದೆಯೇ ಗ್ರಹಗಳ ಚಲನೆ, ಗ್ರಹಣಗಳ ಲೆಕ್ಕಾಚಾರ ಮಾಡಿದ್ದರು. — [242, 648, 463, 669]
reg-group-mid-left — [235, 1447, 277, 1456]
wheat-icon: 🌾 — [55, 606, 73, 622]
lead-c1-p1: ಇದರ ಹಿಂದಿನ ಕಾರಣವೇನು ಎಂಬುದನ್ನು ತಿಳಿಯಬೇಕಾದರೆ ಮೊದಲು ಈ ಚಿತ್ರದ ಕಥಾಹಂದರವನ್ನು ಅರ್ಥ ಮಾಡಿಕೊಳ್ಳಬೇಕು. ಭಾರತದ ಗುಪ್ತಚರ ಸಂಸ್ಥೆ 'ರಾ' ಅಧಿಕಾರಿಗಳ ಸಾಹಸಗಾಥೆಯನ್ನು ಈ ಚಿತ್ರ ಹೇಳುತ್ತದೆ. — [242, 188, 463, 222]
bl-c3-p0: ಆಧುನಿಕತೆ ಎಂದರೆ ಕೇವಲ ಹೊರಗಿನ ಬದಲಾವಣೆ ಅಲ್ಲ; ಅದು ಆಲೋಚನಾ ಕ್ರಮದಲ್ಲಿ ಆಗಬೇಕಾದ ಬದಲಾವಣೆ. ವೈಜ್ಞಾನಿಕ ಮನೋಭಾವ ಬೆಳೆಸಿಕೊಳ್ಳುವುದೇ ನಿಜವಾದ ಆಧುನಿಕತೆ. — [312, 853, 450, 899]
date: 12 ಡಿಸೆಂಬರ್ 2025 — [852, 40, 923, 52]
page-number: ೦೬ — [151, 38, 167, 54]
lead-c2-p1: ದುರಂಧರ್ ಚಿತ್ರದ ಕೊನೆಯ ಅರ್ಧಗಂಟೆಯಂತೂ 'ಪಾಕಿಸ್ತಾನ ಭಯೋತ್ಪಾದನೆ ಕೇಂದ್ರ' ಎಂಬುದನ್ನು ಪ್ರೇಕ್ಷಕರ ಮನಸ್ಸಿನಲ್ಲಿ ಅಚ್ಚೊತ್ತಿಸುತ್ತದೆ. — [473, 390, 696, 409]
pilot-title: ‘ಪೈಲಟ್ ಸಿಗದ ದಿನ’ವೆಂಬ ಹೊಸ ರಜಾ ದಿನ — [475, 825, 716, 846]
masthead-divider — [18, 84, 927, 87]
letters-col-1 — [18, 853, 155, 1081]
